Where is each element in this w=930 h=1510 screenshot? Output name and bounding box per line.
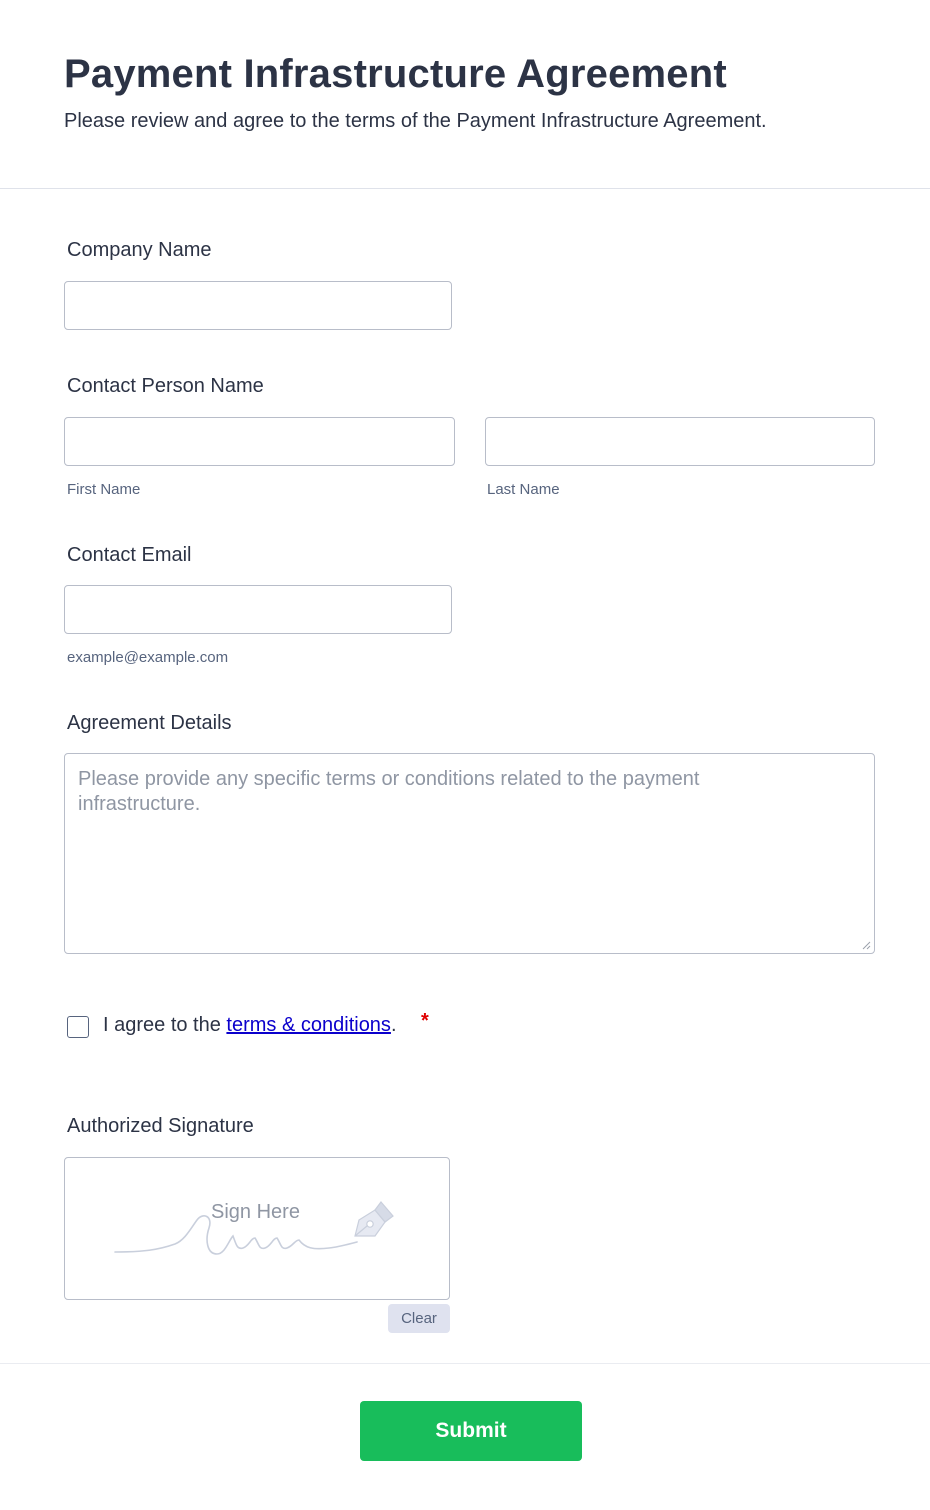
terms-link[interactable]: terms & conditions (226, 1014, 391, 1036)
submit-button[interactable]: Submit (360, 1401, 582, 1461)
company-name-label: Company Name (67, 239, 212, 261)
first-name-input[interactable] (64, 417, 455, 466)
last-name-sublabel: Last Name (487, 481, 560, 498)
clear-signature-button[interactable]: Clear (388, 1304, 450, 1333)
signature-label: Authorized Signature (67, 1115, 254, 1137)
terms-label (103, 1014, 397, 1037)
contact-person-label: Contact Person Name (67, 375, 264, 397)
terms-checkbox[interactable] (67, 1016, 89, 1038)
contact-email-label: Contact Email (67, 544, 192, 566)
sign-here-placeholder: Sign Here (211, 1201, 300, 1223)
last-name-input[interactable] (485, 417, 875, 466)
form-header (0, 0, 930, 189)
first-name-sublabel: First Name (67, 481, 141, 498)
agreement-details-placeholder: Please provide any specific terms or conditions related to the payment infrastructure. (78, 768, 700, 815)
company-name-input[interactable] (64, 281, 452, 330)
required-asterisk: * (421, 1010, 429, 1032)
signature-pad[interactable] (64, 1157, 450, 1300)
resize-grip-icon[interactable] (861, 940, 871, 950)
terms-prefix: I agree to the (103, 1014, 227, 1036)
contact-email-sublabel: example@example.com (67, 649, 229, 666)
page-subtitle: Please review and agree to the terms of the Payment Infrastructure Agreement. (64, 110, 767, 132)
terms-suffix: . (390, 1014, 397, 1036)
page-title: Payment Infrastructure Agreement (64, 52, 727, 96)
agreement-details-label: Agreement Details (67, 712, 232, 734)
pen-nib-icon (351, 1198, 397, 1242)
agreement-details-textarea[interactable] (64, 753, 875, 954)
contact-email-input[interactable] (64, 585, 452, 634)
footer-divider (0, 1363, 930, 1364)
